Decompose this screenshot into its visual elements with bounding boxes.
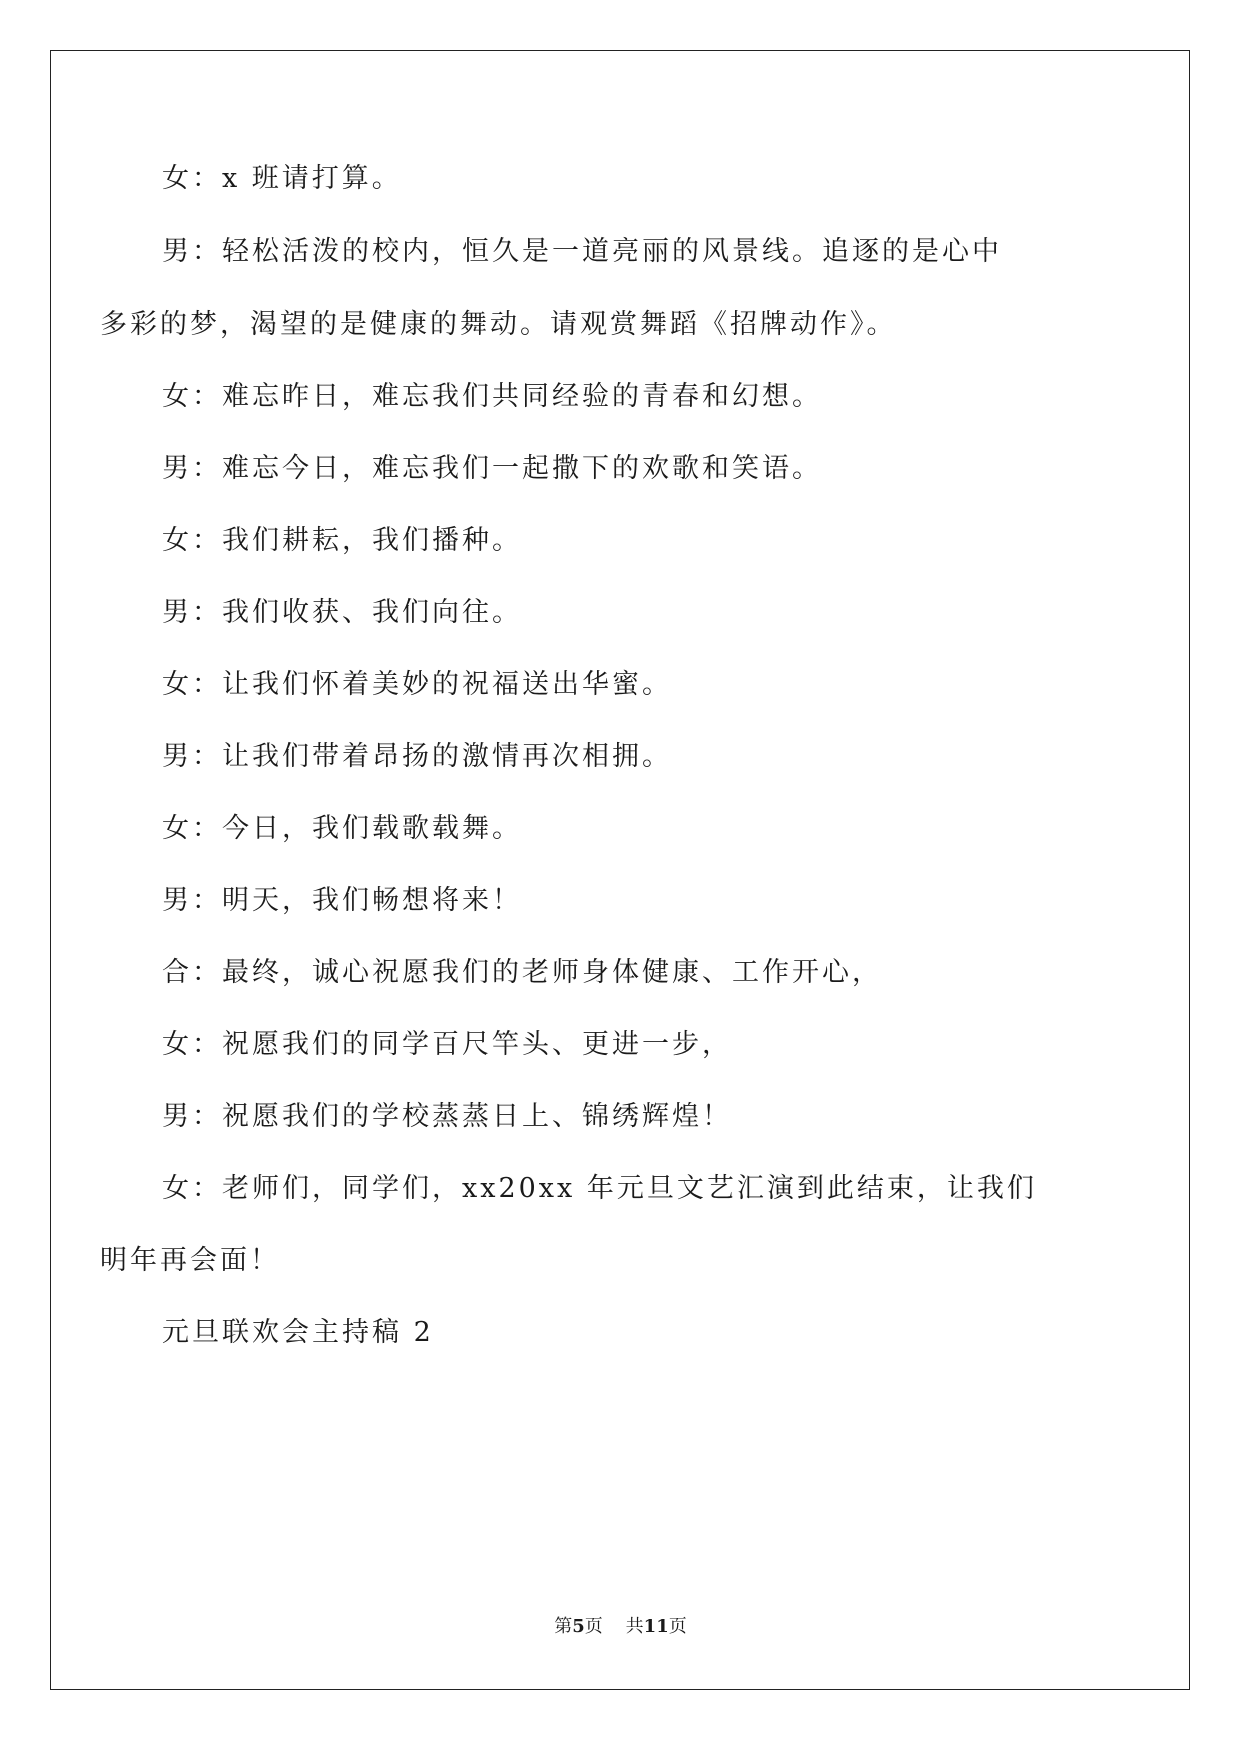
paragraph-line: 女：我们耕耘，我们播种。 xyxy=(162,525,522,556)
paragraph-line: 男：我们收获、我们向往。 xyxy=(162,597,522,628)
footer-prefix: 第 xyxy=(554,1616,573,1637)
paragraph-line: 男：难忘今日，难忘我们一起撒下的欢歌和笑语。 xyxy=(162,453,822,484)
total-pages-number: 11 xyxy=(643,1616,669,1637)
paragraph-line: 男：轻松活泼的校内，恒久是一道亮丽的风景线。追逐的是心中 xyxy=(162,236,1002,267)
paragraph-line: 女：难忘昨日，难忘我们共同经验的青春和幻想。 xyxy=(162,381,822,412)
paragraph-line: 男：让我们带着昂扬的激情再次相拥。 xyxy=(162,741,672,772)
paragraph-line: 女：x 班请打算。 xyxy=(162,163,402,194)
paragraph-line: 男：明天，我们畅想将来！ xyxy=(162,885,522,916)
footer-page-suffix: 页 xyxy=(584,1616,603,1637)
footer-total-suffix: 页 xyxy=(668,1616,687,1637)
page-border xyxy=(50,50,1190,1690)
paragraph-line: 合：最终，诚心祝愿我们的老师身体健康、工作开心， xyxy=(162,957,882,988)
current-page-number: 5 xyxy=(572,1616,585,1637)
page-footer xyxy=(0,1612,1241,1638)
paragraph-line: 女：祝愿我们的同学百尺竿头、更进一步， xyxy=(162,1029,732,1060)
paragraph-line: 明年再会面！ xyxy=(100,1245,280,1276)
footer-total-prefix: 共 xyxy=(625,1616,644,1637)
paragraph-line: 多彩的梦，渴望的是健康的舞动。请观赏舞蹈《招牌动作》。 xyxy=(100,309,897,340)
paragraph-line: 女：老师们，同学们，xx20xx 年元旦文艺汇演到此结束，让我们 xyxy=(162,1173,1037,1204)
section-heading: 元旦联欢会主持稿 2 xyxy=(162,1317,434,1348)
paragraph-line: 男：祝愿我们的学校蒸蒸日上、锦绣辉煌！ xyxy=(162,1101,732,1132)
paragraph-line: 女：今日，我们载歌载舞。 xyxy=(162,813,522,844)
paragraph-line: 女：让我们怀着美妙的祝福送出华蜜。 xyxy=(162,669,672,700)
